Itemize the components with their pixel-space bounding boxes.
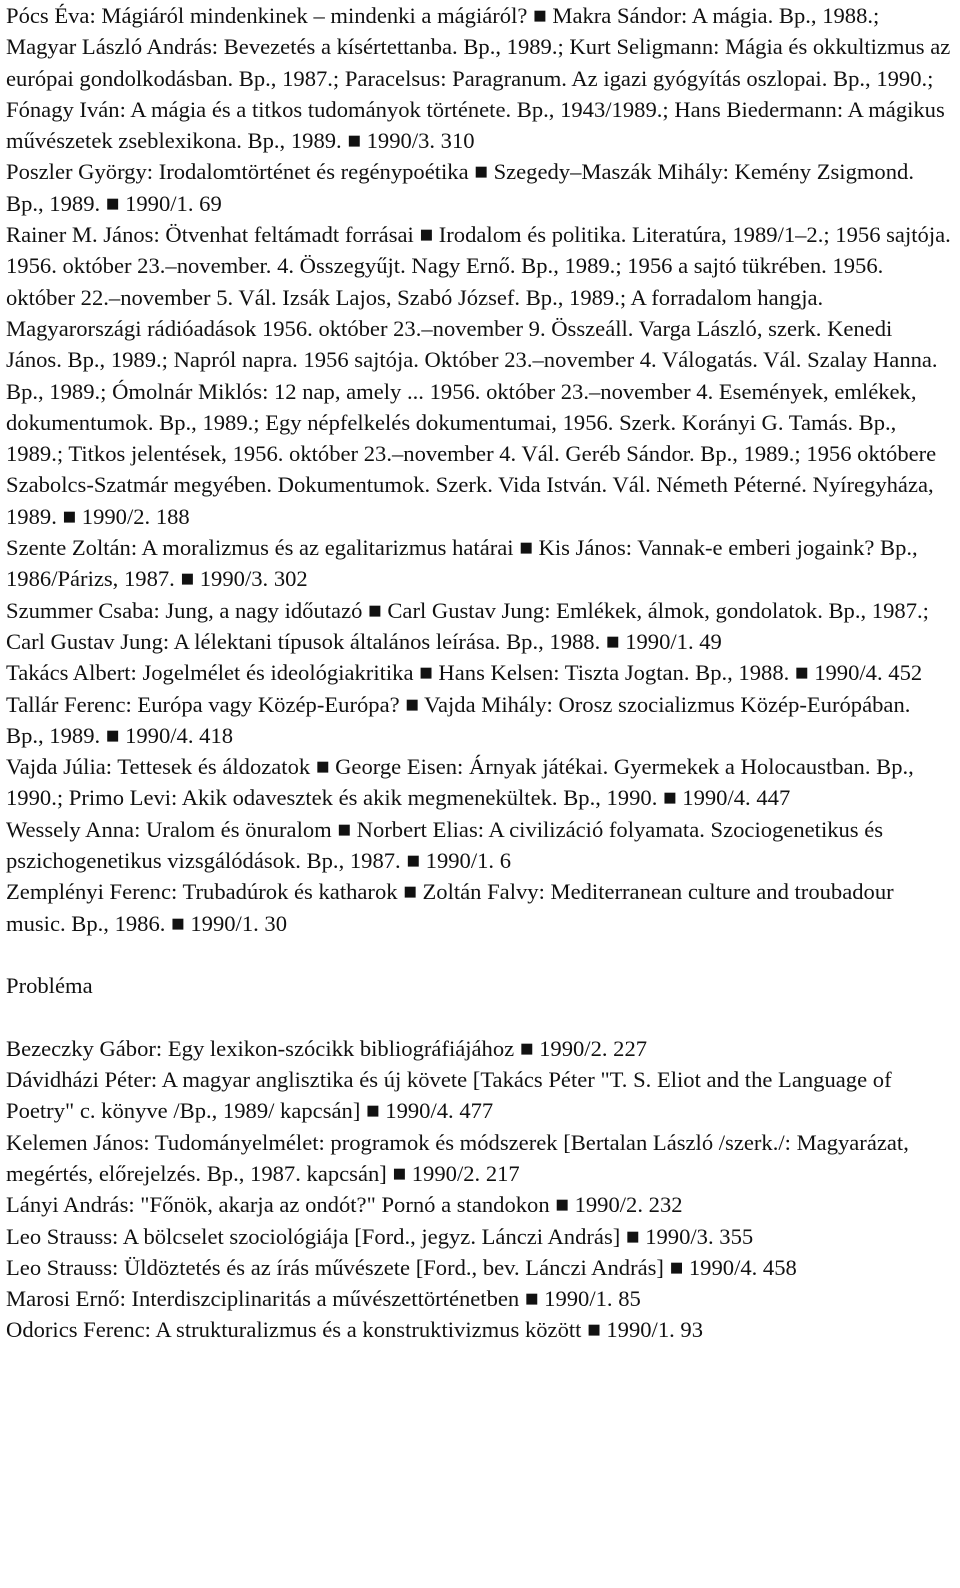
bibliography-entry: Szente Zoltán: A moralizmus és az egalitarizmus határai ■ Kis János: Vannak-e emberi jogaink? Bp., 1986/Párizs, 1987. ■ 1990/3. 302 [6, 535, 918, 592]
bibliography-entry: Marosi Ernő: Interdiszciplinaritás a művészettörténetben ■ 1990/1. 85 [6, 1286, 641, 1312]
bibliography-entry: Rainer M. János: Ötvenhat feltámadt forrásai ■ Irodalom és politika. Literatúra, 1989/1–2.; 1956 sajtója. 1956. október 23.–november. 4. Összegyűjt. Nagy Ernő. Bp., 1989.; 1956 a sajtó tükrében. 1956. október 22.–november 5. Vál. Izsák Lajos, Szabó József. Bp., 1989.; A forradalom hangja. Magyarországi rádióadások 1956. október 23.–november 9. Összeáll. Varga László, szerk. Kenedi János. Bp., 1989.; Napról napra. 1956 sajtója. Október 23.–november 4. Válogatás. Vál. Szalay Hanna. Bp., 1989.; Ómolnár Miklós: 12 nap, amely ... 1956. október 23.–november 4. Események, emlékek, dokumentumok. Bp., 1989.; Egy népfelkelés dokumentumai, 1956. Szerk. Korányi G. Tamás. Bp., 1989.; Titkos jelentések, 1956. október 23.–november 4. Vál. Geréb Sándor. Bp., 1989.; 1956 októbere Szabolcs-Szatmár megyében. Dokumentumok. Szerk. Vida István. Vál. Németh Péterné. Nyíregyháza, 1989. ■ 1990/2. 188 [6, 222, 951, 529]
bibliography-entry: Tallár Ferenc: Európa vagy Közép-Európa? ■ Vajda Mihály: Orosz szocializmus Közép-Európában. Bp., 1989. ■ 1990/4. 418 [6, 691, 911, 748]
bibliography-entry: Pócs Éva: Mágiáról mindenkinek – mindenki a mágiáról? ■ Makra Sándor: A mágia. Bp., 1988.; Magyar László András: Bevezetés a kísértettanba. Bp., 1989.; Kurt Seligmann: Mágia és okkultizmus az európai gondolkodásban. Bp., 1987.; Paracelsus: Paragranum. Az igazi gyógyítás oszlopai. Bp., 1990.; Fónagy Iván: A mágia és a titkos tudományok története. Bp., 1943/1989.; Hans Biedermann: A mágikus művészetek zseblexikona. Bp., 1989. ■ 1990/3. 310 [6, 3, 951, 154]
bibliography-entry: Wessely Anna: Uralom és önuralom ■ Norbert Elias: A civilizáció folyamata. Szociogenetikus és pszichogenetikus vizsgálódások. Bp., 1987. ■ 1990/1. 6 [6, 816, 884, 874]
bibliography-entry: Vajda Júlia: Tettesek és áldozatok ■ George Eisen: Árnyak játékai. Gyermekek a Holocaustban. Bp., 1990.; Primo Levi: Akik odavesztek és akik megmenekültek. Bp., 1990. ■ 1990/4. 447 [6, 754, 914, 811]
bibliography-entry: Leo Strauss: Üldöztetés és az írás művészete [Ford., bev. Lánczi András] ■ 1990/4. 458 [6, 1254, 797, 1280]
bibliography-entry: Kelemen János: Tudományelmélet: programok és módszerek [Bertalan László /szerk./: Magyarázat, megértés, előrejelzés. Bp., 1987. kapcsán] ■ 1990/2. 217 [6, 1129, 909, 1186]
bibliography-entry: Takács Albert: Jogelmélet és ideológiakritika ■ Hans Kelsen: Tiszta Jogtan. Bp., 1988. ■ 1990/4. 452 [6, 660, 923, 686]
bibliography-entry: Dávidházi Péter: A magyar anglisztika és új követe [Takács Péter "T. S. Eliot and the Language of Poetry" c. könyve /Bp., 1989/ kapcsán] ■ 1990/4. 477 [6, 1067, 892, 1124]
bibliography-entry: Bezeczky Gábor: Egy lexikon-szócikk bibliográfiájához ■ 1990/2. 227 [6, 1035, 648, 1061]
section-spacer [6, 1002, 952, 1033]
bibliography-page [6, 0, 952, 1346]
bibliography-entry: Odorics Ferenc: A strukturalizmus és a konstruktivizmus között ■ 1990/1. 93 [6, 1317, 704, 1343]
section-heading: Probléma [6, 973, 93, 999]
bibliography-entry: Szummer Csaba: Jung, a nagy időutazó ■ Carl Gustav Jung: Emlékek, álmok, gondolatok. Bp., 1987.; Carl Gustav Jung: A lélektani típusok általános leírása. Bp., 1988. ■ 1990/1. 49 [6, 597, 929, 654]
bibliography-entry: Lányi András: "Főnök, akarja az ondót?" Pornó a standokon ■ 1990/2. 232 [6, 1192, 683, 1218]
bibliography-entry: Poszler György: Irodalomtörténet és regénypoétika ■ Szegedy–Maszák Mihály: Kemény Zsigmond. Bp., 1989. ■ 1990/1. 69 [6, 159, 914, 216]
bibliography-entry: Leo Strauss: A bölcselet szociológiája [Ford., jegyz. Lánczi András] ■ 1990/3. 355 [6, 1223, 754, 1249]
bibliography-entry: Zemplényi Ferenc: Trubadúrok és katharok ■ Zoltán Falvy: Mediterranean culture and troubadour music. Bp., 1986. ■ 1990/1. 30 [6, 879, 894, 936]
section-spacer [6, 939, 952, 970]
